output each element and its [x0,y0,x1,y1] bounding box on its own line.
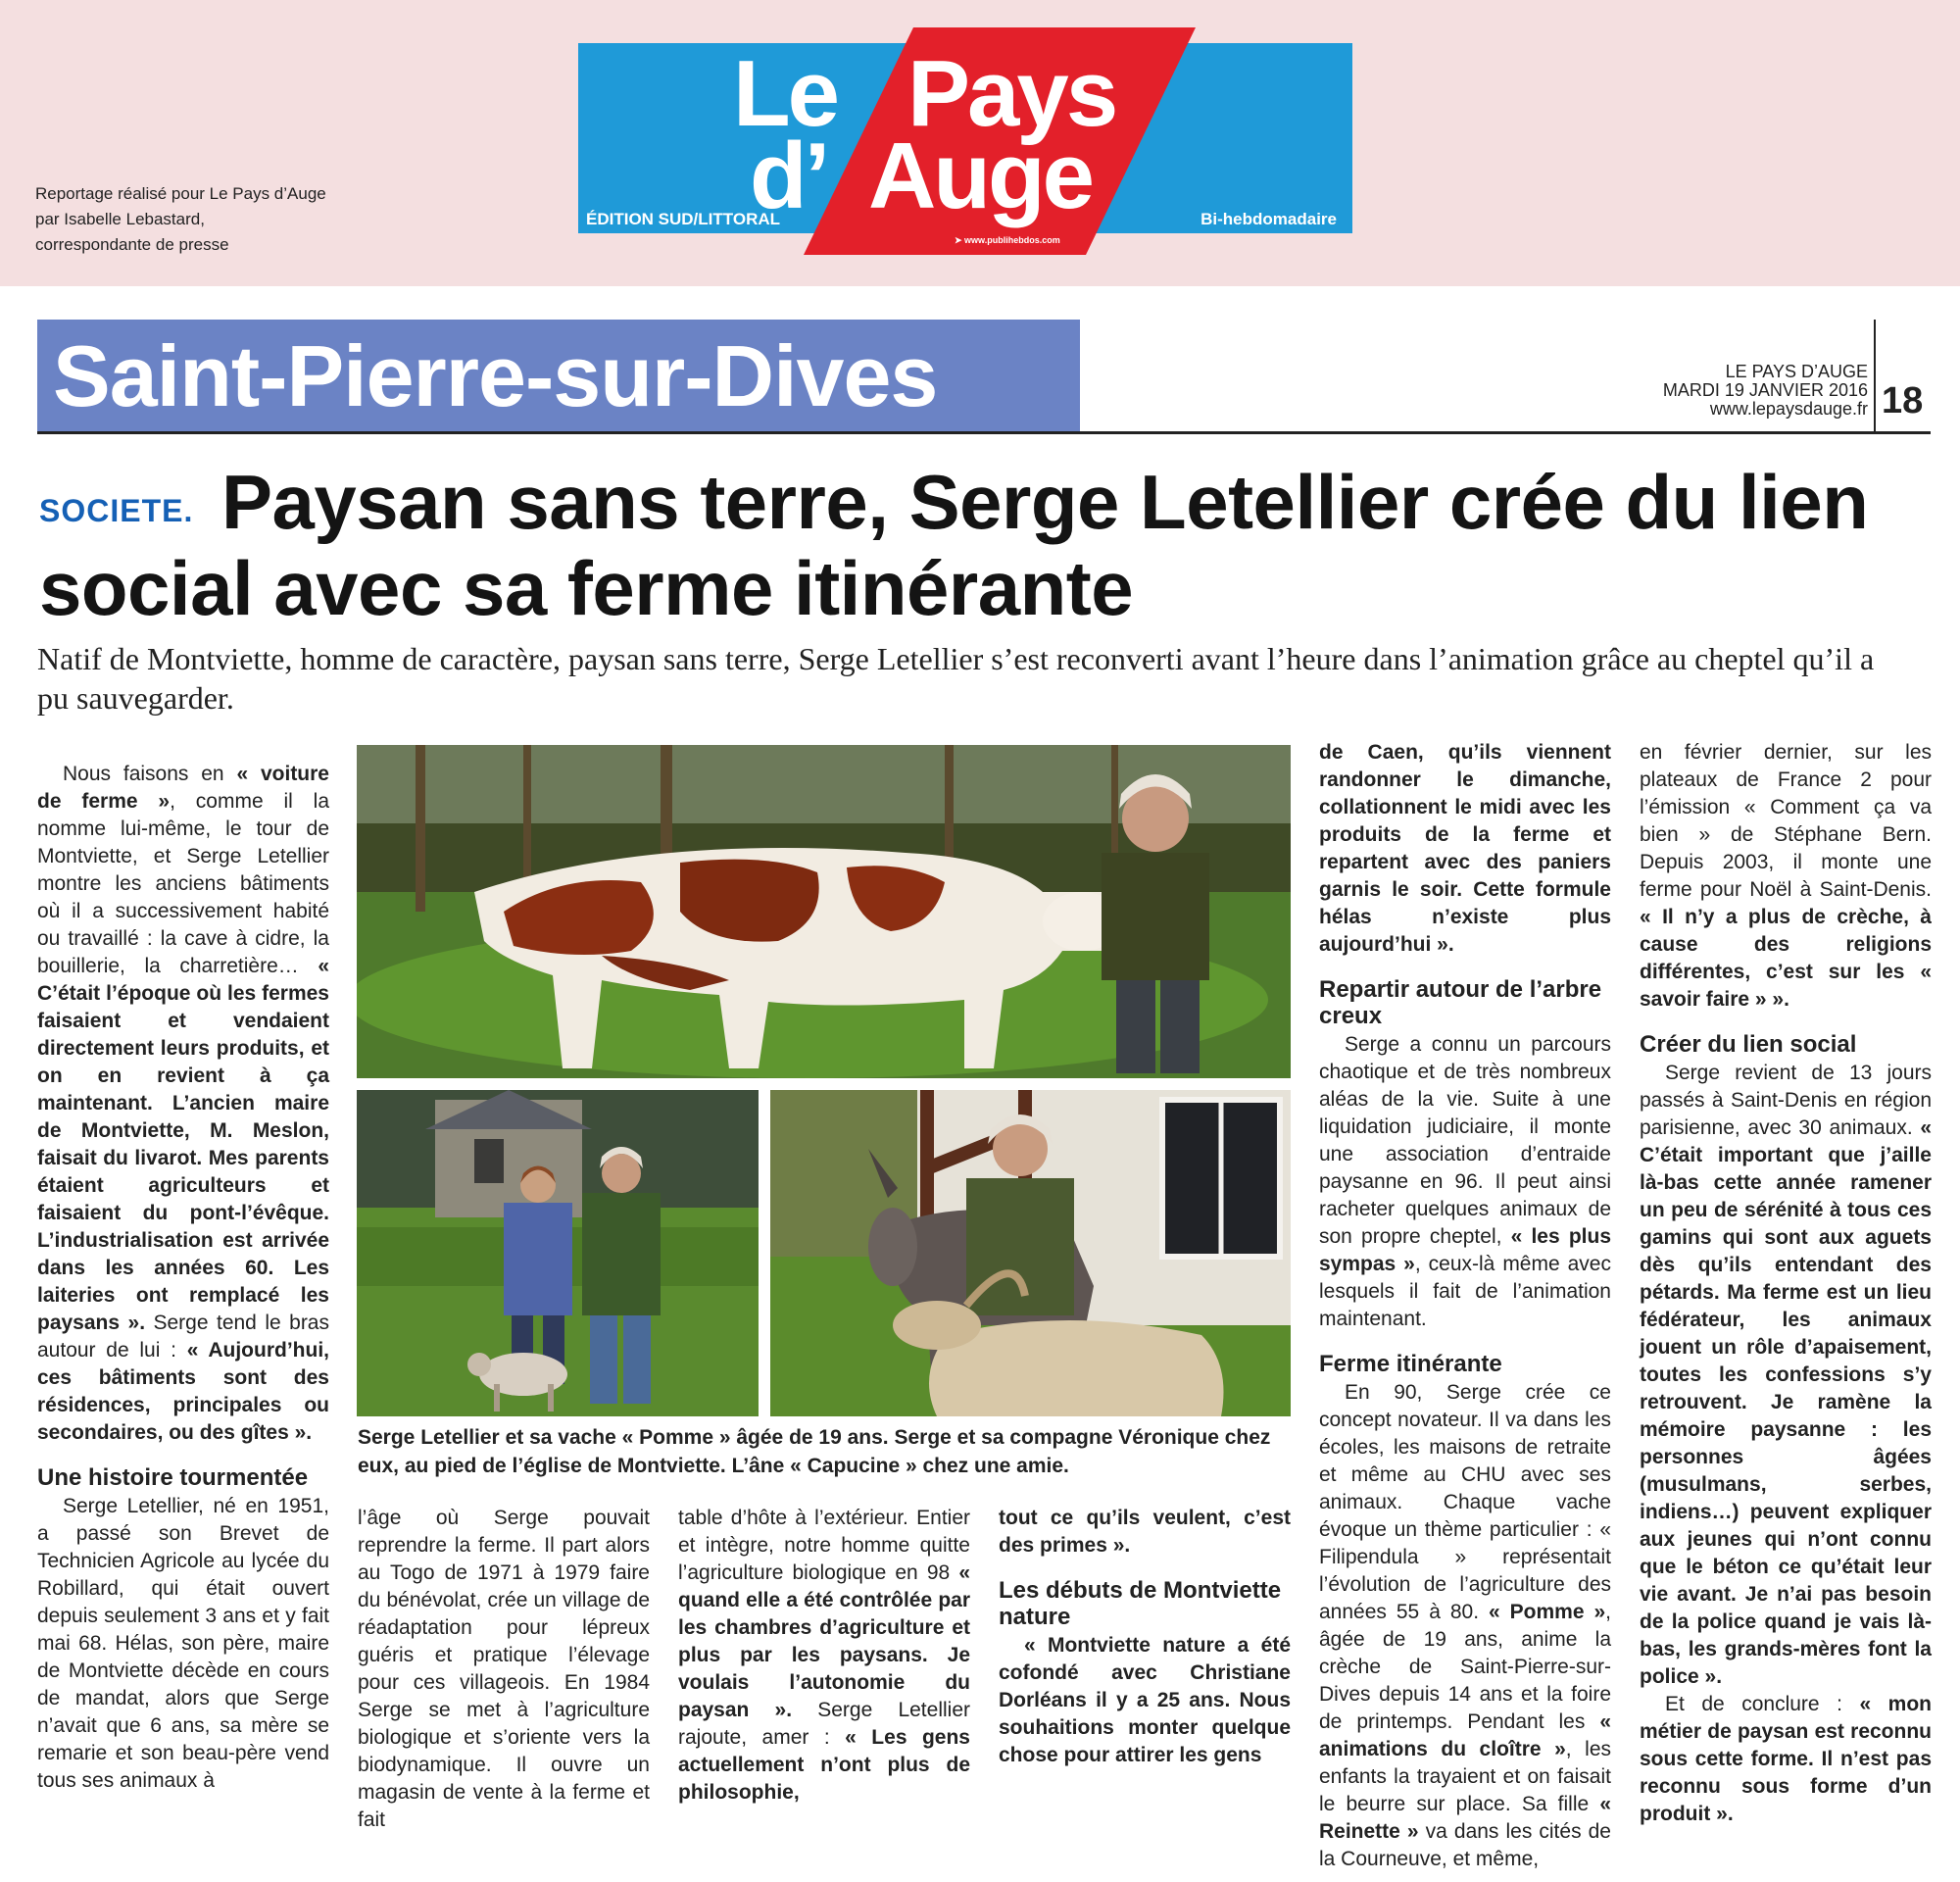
masthead-date: MARDI 19 JANVIER 2016 [1662,380,1868,400]
title-text: Paysan sans terre, Serge Letellier crée du lien social avec sa ferme itinérante [39,459,1869,631]
bold-quote: « C’était important que j’aille là-bas cette année ramener un peu de sérénité à tous ces gamins qui sont aux aguets dès qu’ils entendant des pétards. Ma ferme est un lieu fédérateur, les animaux jouent un rôle d’apaisement, toutes les confessions s’y retrouvent. Je ramène la mémoire paysanne : les personnes âgées (musulmans, serbes, indiens…) peuvent expliquer aux jeunes qui n’ont connu que le béton ce qu’était leur vie avant. Je n’ai pas besoin de la police quand je vais là-bas, les grands-mères font la police ». [1640,1116,1932,1688]
bold-quote: « Pomme » [1489,1601,1606,1623]
paragraph [1319,1379,1611,1873]
bold-quote: « Aujourd’hui, ces bâtiments sont des résidences, principales ou secondaires, ou des gîtes ». [37,1339,329,1444]
article-column-6 [1640,739,1932,1828]
subheading: Ferme itinérante [1319,1351,1502,1377]
page-number: 18 [1882,380,1924,421]
paragraph [37,761,329,1447]
logo-word-auge: Auge [868,124,1092,228]
text-run: va dans les cités de la Courneuve, et même, [1319,1820,1611,1870]
paragraph [1319,1031,1611,1333]
logo-word-le: Le [733,41,838,146]
logo-edition-label: ÉDITION SUD/LITTORAL [586,210,781,228]
credit-line: par Isabelle Lebastard, [35,210,205,228]
text-run: Serge a connu un parcours chaotique et de très nombreux aléas de la vie. Suite à une liquidation judiciaire, il monte une association d’entraide paysanne en 96. Il peut ainsi racheter quelques animaux de son propre cheptel, [1319,1033,1611,1248]
photo-caption: Serge Letellier et sa vache « Pomme » âgée de 19 ans. Serge et sa compagne Véronique chez eux, au pied de l’église de Montviette. L’âne « Capucine » chez une amie. [358,1426,1271,1477]
reportage-credit [35,181,326,258]
bold-quote: « Reinette » [1319,1793,1611,1843]
text-run: Et de conclure : [1665,1693,1860,1715]
city-banner [37,320,1080,433]
photo-couple [357,1090,759,1416]
bold-quote: « C’était l’époque où les fermes faisaient et vendaient directement leurs produits, et on en revient à ça maintenant. L’ancien maire de Montviette, M. Meslon, faisait du livarot. Mes parents étaient agriculteurs et faisaient du pont-l’évêque. L’industrialisation est arrivée dans les années 60. Les laiteries ont remplacé les paysans ». [37,955,329,1334]
bold-quote: tout ce qu’ils veulent, c’est des primes ». [999,1507,1291,1557]
bold-quote: « Les gens actuellement n’ont plus de philosophie, [678,1726,970,1804]
text-run: Serge Letellier rajoute, amer : [678,1699,970,1749]
article-lead: Natif de Montviette, homme de caractère, paysan sans terre, Serge Letellier s’est reconverti avant l’heure dans l’animation grâce au cheptel qu’il a pu sauvegarder. [37,641,1875,716]
photo-cow-pomme-image [357,745,1291,1078]
text-run: En 90, Serge crée ce concept novateur. Il va dans les écoles, les maisons de retraite et même au CHU avec ses animaux. Chaque vache évoque un thème particulier : « Filipendula » représentait l’évolution de l’agriculture des années 55 à 80. [1319,1381,1611,1623]
text-run: Nous faisons en [63,763,237,785]
bold-quote: « mon métier de paysan est reconnu sous cette forme. Il n’est pas reconnu sous forme d’un produit ». [1640,1693,1933,1825]
text-run: Serge revient de 13 jours passés à Saint-Denis en région parisienne, avec 30 animaux. [1640,1062,1932,1139]
logo-url: ➤ www.publihebdos.com [955,235,1060,246]
logo-word-d: d’ [750,124,828,228]
article-column-3 [678,1505,970,1807]
page-number-divider [1874,320,1876,433]
paragraph: l’âge où Serge pouvait reprendre la ferme. Il part alors au Togo de 1971 à 1979 faire du bénévolat, crée un village de réadaptation pour lépreux guéris et pratique l’élevage pour ces villageois. En 1984 Serge se met à l’agriculture biologique et s’oriente vers la biodynamique. Il ouvre un magasin de vente à la ferme et fait [358,1507,650,1831]
article-title [39,459,1882,631]
article-column-1 [37,761,329,1795]
photo-donkey-capucine [770,1090,1291,1416]
header-rule [37,431,1931,434]
paragraph [1640,739,1932,1014]
article-column-5 [1319,739,1611,1873]
paragraph: Serge Letellier, né en 1951, a passé son Brevet de Technicien Agricole au lycée du Robillard, qui était ouvert depuis seulement 3 ans et y fait mai 68. Hélas, son père, maire de Montviette décède en cours de mandat, alors que Serge n’avait que 6 ans, sa mère se remarie et son beau-père vend tous ses animaux à [37,1495,329,1792]
subheading: Repartir autour de l’arbre creux [1319,976,1602,1029]
bold-quote: « Montviette nature a été cofondé avec Christiane Dorléans il y a 25 ans. Nous souhaitions monter quelque chose pour attirer les gens [999,1634,1291,1766]
credit-line: correspondante de presse [35,235,229,254]
photo-donkey-image [770,1090,1291,1416]
top-banner [0,0,1960,286]
text-run: , ceux-là même avec lesquels il fait de l’animation maintenant. [1319,1253,1611,1330]
subheading: Une histoire tourmentée [37,1464,309,1491]
paragraph [999,1505,1291,1560]
logo-word-pays: Pays [907,41,1116,146]
paragraph [1319,739,1611,959]
article-column-4 [999,1505,1291,1769]
text-run: , âgée de 19 ans, anime la crèche de Saint-Pierre-sur-Dives depuis 14 ans et la foire de printemps. Pendant les [1319,1601,1611,1733]
masthead-site[interactable]: www.lepaysdauge.fr [1709,399,1868,419]
text-run: , les enfants la trayaient et on faisait le beurre sur place. Sa fille [1319,1738,1612,1815]
paragraph [999,1632,1291,1769]
paragraph [1640,1060,1932,1691]
article-column-2 [358,1505,650,1834]
city-name: Saint-Pierre-sur-Dives [53,327,938,424]
rubric-label: SOCIETE. [39,493,194,528]
bold-quote: « quand elle a été contrôlée par les chambres d’agriculture et plus par les paysans. Je voulais l’autonomie du paysan ». [678,1561,970,1721]
text-run: , comme il la nomme lui-même, le tour de Montviette, et Serge Letellier montre les anciens bâtiments où il a successivement habité ou travaillé : la cave à cidre, la bouillerie, la charretière… [37,790,329,977]
bold-quote: « animations du cloître » [1319,1710,1611,1760]
subheading: Créer du lien social [1640,1031,1857,1058]
text-run: Serge tend le bras autour de lui : [37,1312,329,1362]
photo-couple-image [357,1090,759,1416]
text-run: en février dernier, sur les plateaux de France 2 pour l’émission « Comment ça va bien » de Stéphane Bern. Depuis 2003, il monte une ferme pour Noël à Saint-Denis. [1640,741,1932,901]
bold-quote: « voiture de ferme » [37,763,329,813]
subheading: Les débuts de Montviette nature [999,1577,1282,1630]
photo-cow-pomme [357,745,1291,1078]
bold-quote: « Il n’y a plus de crèche, à cause des religions différentes, c’est sur les « savoir faire » ». [1640,906,1932,1011]
masthead-info [1663,363,1868,419]
logo-frequency-label: Bi-hebdomadaire [1200,210,1337,228]
paragraph [678,1505,970,1807]
newspaper-logo [578,27,1352,255]
paragraph [1640,1691,1932,1828]
text-run: table d’hôte à l’extérieur. Entier et intègre, notre homme quitte l’agriculture biologique en 98 [678,1507,970,1584]
credit-line: Reportage réalisé pour Le Pays d’Auge [35,184,326,203]
masthead-paper: LE PAYS D’AUGE [1725,362,1868,381]
bold-quote: « les plus sympas » [1319,1225,1611,1275]
bold-quote: de Caen, qu’ils viennent randonner le dimanche, collationnent le midi avec les produits de la ferme et repartent avec des paniers garnis le soir. Cette formule hélas n’existe plus aujourd’hui ». [1319,741,1611,956]
